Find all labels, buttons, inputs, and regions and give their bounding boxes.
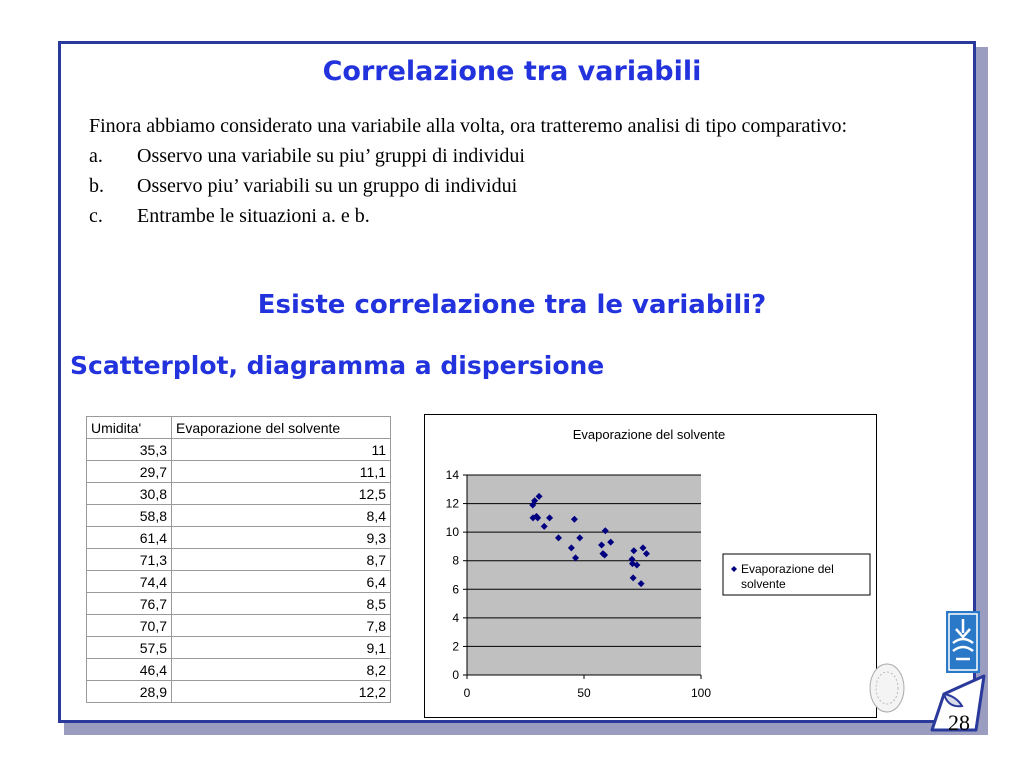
table-header-row <box>87 417 391 439</box>
table-cell: 61,4 <box>87 527 172 549</box>
list-marker: b. <box>89 175 104 197</box>
legend-label-line1: Evaporazione del <box>741 562 834 576</box>
tick-label-y: 14 <box>445 468 459 482</box>
question-heading: Esiste correlazione tra le variabili? <box>257 290 767 320</box>
scatterplot-heading: Scatterplot, diagramma a dispersione <box>70 351 605 380</box>
table-cell: 8,4 <box>172 505 391 527</box>
table-row <box>87 615 391 637</box>
tick-label-x: 0 <box>463 686 471 700</box>
table-cell: 28,9 <box>87 681 172 703</box>
plot-area <box>467 475 701 675</box>
table-cell: 46,4 <box>87 659 172 681</box>
table-cell: 29,7 <box>87 461 172 483</box>
table-cell: 7,8 <box>172 615 391 637</box>
table-cell: 57,5 <box>87 637 172 659</box>
table-row <box>87 571 391 593</box>
tick-label-y: 10 <box>445 525 459 540</box>
tick-label-x: 50 <box>577 686 591 700</box>
seal-icon <box>868 662 906 714</box>
table-cell: 74,4 <box>87 571 172 593</box>
tick-label-y: 12 <box>445 496 459 511</box>
tick-label-y: 0 <box>452 668 459 682</box>
table-row <box>87 505 391 527</box>
table-cell: 12,2 <box>172 681 391 703</box>
legend-label-line2: solvente <box>741 577 786 591</box>
slide-number: 28 <box>948 710 970 735</box>
tick-label-y: 2 <box>452 639 459 654</box>
list-text: Osservo una variabile su piu’ gruppi di individui <box>137 145 525 167</box>
intro-paragraph: Finora abbiamo considerato una variabile alla volta, ora tratteremo analisi di tipo comparativo: <box>89 115 848 137</box>
table-cell: 6,4 <box>172 571 391 593</box>
chart-legend <box>723 554 870 595</box>
column-header-umidita: Umidita' <box>87 417 172 439</box>
list-marker: c. <box>89 205 103 227</box>
intro-list <box>89 141 949 231</box>
chart-title: Evaporazione del solvente <box>572 427 726 442</box>
list-text: Entrambe le situazioni a. e b. <box>137 205 370 227</box>
table-cell: 8,2 <box>172 659 391 681</box>
tick-label-y: 4 <box>452 610 459 625</box>
intro-block <box>89 111 949 231</box>
tick-label-y: 6 <box>452 582 459 597</box>
table-cell: 71,3 <box>87 549 172 571</box>
list-item <box>89 201 949 231</box>
table-cell: 30,8 <box>87 483 172 505</box>
table-row <box>87 593 391 615</box>
table-cell: 76,7 <box>87 593 172 615</box>
table-cell: 58,8 <box>87 505 172 527</box>
table-cell: 8,7 <box>172 549 391 571</box>
list-item <box>89 141 949 171</box>
list-item <box>89 171 949 201</box>
list-text: Osservo piu’ variabili su un gruppo di individui <box>137 175 518 197</box>
table-row <box>87 637 391 659</box>
table-row <box>87 681 391 703</box>
table-row <box>87 527 391 549</box>
table-row <box>87 659 391 681</box>
table-cell: 11,1 <box>172 461 391 483</box>
scatter-chart-svg <box>425 415 876 717</box>
slide-title: Correlazione tra variabili <box>322 56 702 87</box>
table-cell: 11 <box>172 439 391 461</box>
tick-label-x: 100 <box>690 686 712 700</box>
table-row <box>87 549 391 571</box>
tick-label-y: 8 <box>452 553 459 568</box>
table-row <box>87 483 391 505</box>
table-cell: 9,1 <box>172 637 391 659</box>
scatter-chart <box>424 414 877 718</box>
table-row <box>87 439 391 461</box>
table-cell: 35,3 <box>87 439 172 461</box>
table-cell: 8,5 <box>172 593 391 615</box>
column-header-evaporazione: Evaporazione del solvente <box>172 417 391 439</box>
table-cell: 12,5 <box>172 483 391 505</box>
list-marker: a. <box>89 145 103 167</box>
data-table <box>86 416 391 703</box>
university-logo-icon <box>946 611 980 673</box>
table-row <box>87 461 391 483</box>
table-cell: 9,3 <box>172 527 391 549</box>
table-cell: 70,7 <box>87 615 172 637</box>
